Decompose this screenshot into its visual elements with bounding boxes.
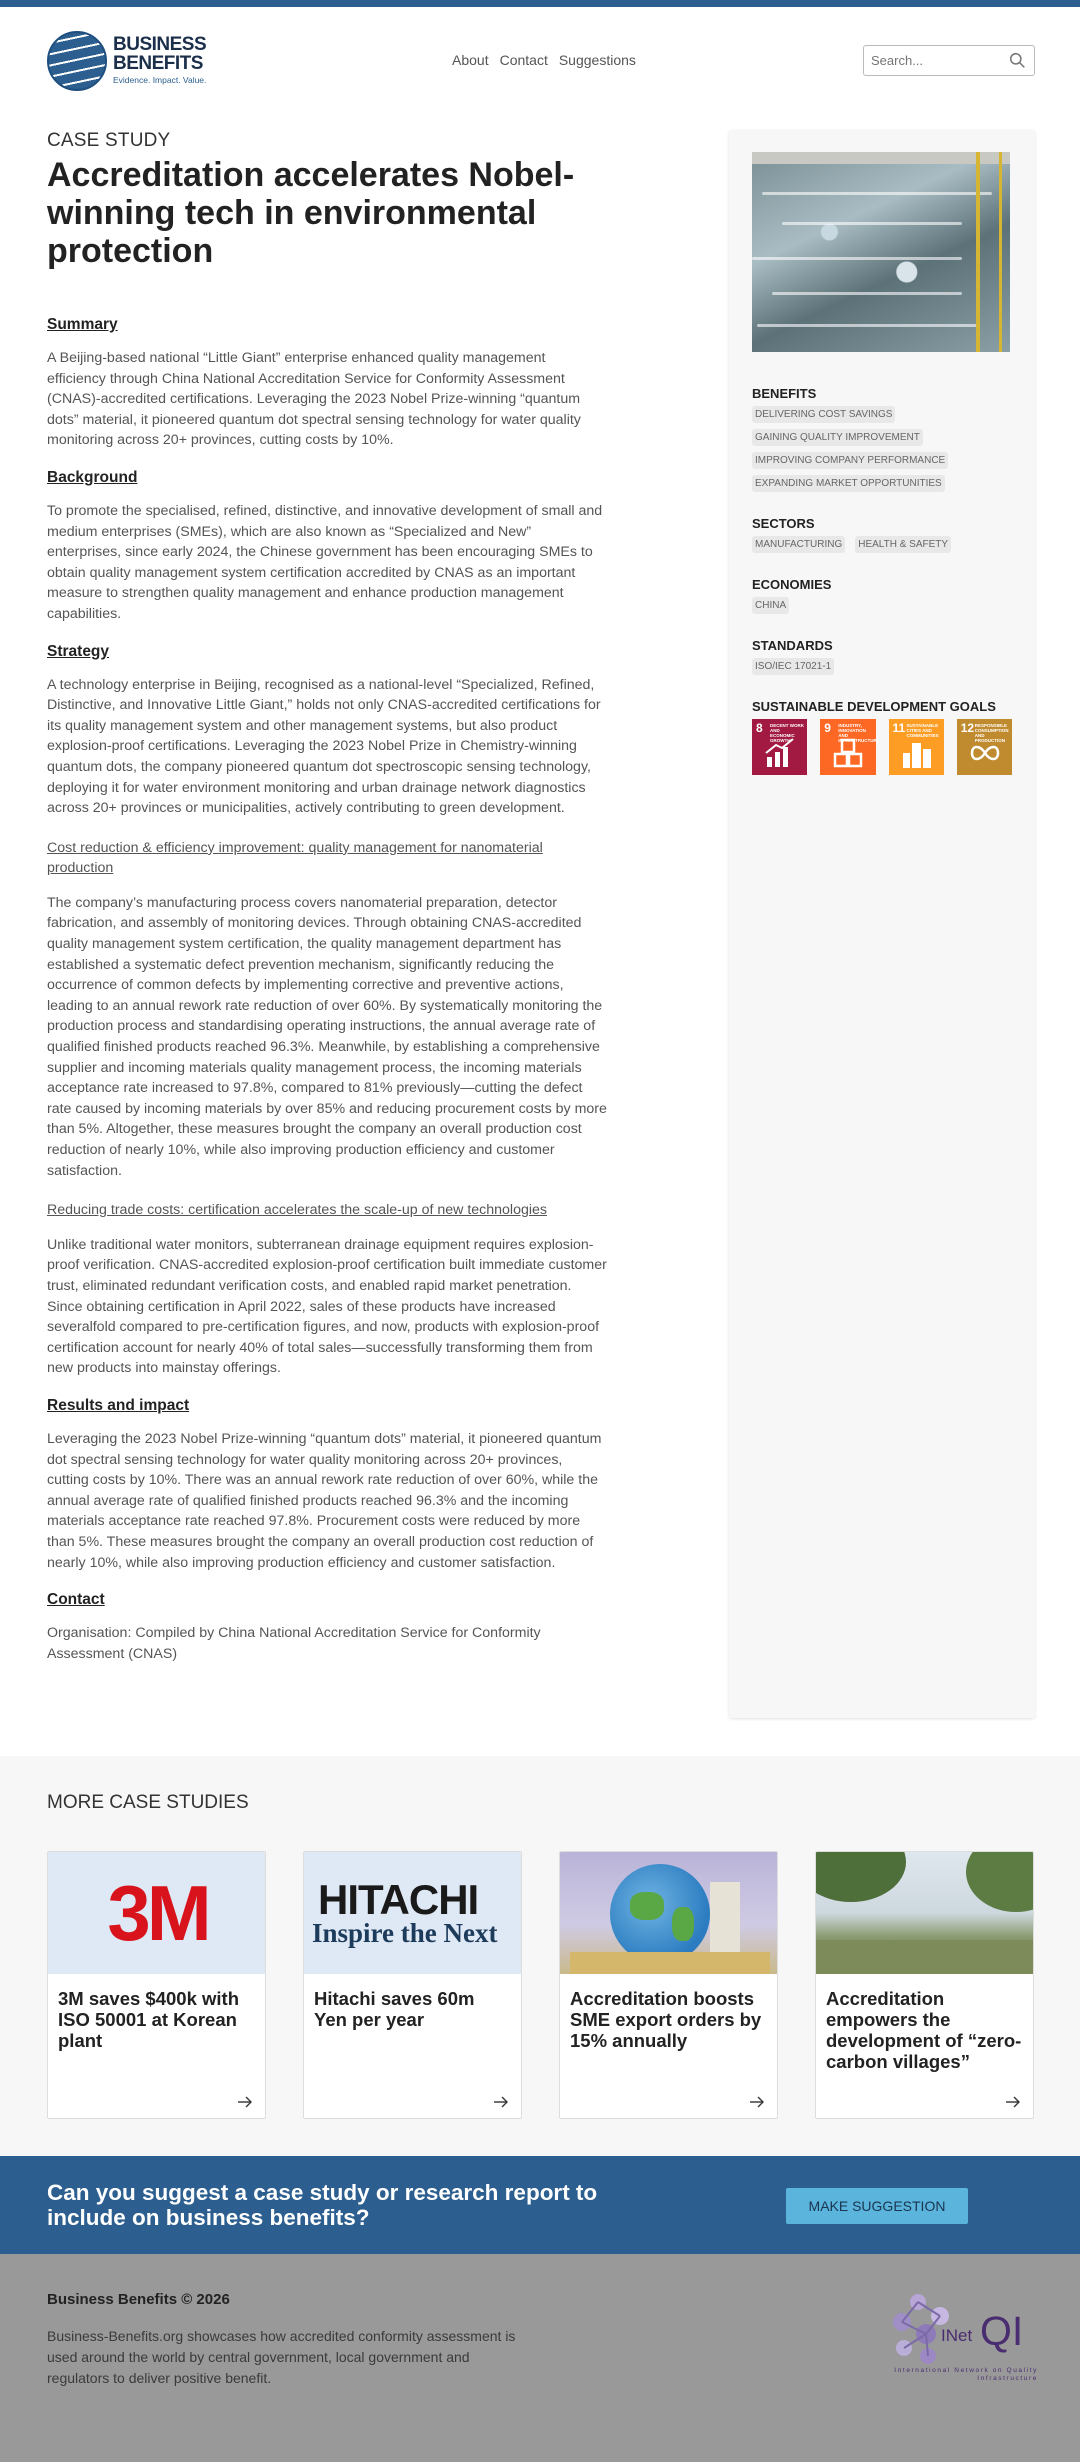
standards-tags [752,658,1012,675]
cost-reduction-text: The company’s manufacturing process covers nanomaterial preparation, detector fabrication, and assembly of monitoring devices. Through obtaining CNAS-accredited quality management system certification, the quality management department has established a systematic defect prevention mechanism, significantly reducing the occurrence of common defects by implementing corrective and preventive actions, leading to an annual rework rate reduction of over 60%. By systematically monitoring the production process and standardising operating instructions, the annual average rate of qualified finished products reached 96.3%. Meanwhile, by establishing a comprehensive supplier and incoming materials quality management process, the incoming materials acceptance rate increased to 97.8%, compared to 81% previously—cutting the defect rate caused by incoming materials by over 85% and reducing procurement costs by more than 5%. Altogether, these measures brought the company an overall production cost reduction of nearly 10%, while also improving production efficiency and customer satisfaction. [47,894,607,1179]
footer-description: Business-Benefits.org showcases how accredited conformity assessment is used around the world by central government, local government and regulators to deliver positive benefit. [47,2328,516,2386]
more-case-studies [0,1756,1080,2156]
economies-heading: ECONOMIES [752,577,832,592]
contact-text: Organisation: Compiled by China National Accreditation Service for Conformity Assessment (CNAS) [47,1625,541,1662]
article-eyebrow: CASE STUDY [47,130,171,151]
strategy-heading: Strategy [47,642,110,660]
sdg-11-badge[interactable]: 11 SUSTAINABLE CITIES AND COMMUNITIES [889,719,944,775]
benefit-tag[interactable]: GAINING QUALITY IMPROVEMENT [752,429,923,446]
sdg-heading: SUSTAINABLE DEVELOPMENT GOALS [752,699,996,714]
arrow-right-icon[interactable] [237,2096,253,2108]
logo-tagline: Evidence. Impact. Value. [113,75,207,85]
background-text: To promote the specialised, refined, distinctive, and innovative development of small and medium enterprises (SMEs), which are also known as “Specialized and New” enterprises, since early 2024, the Chinese government has been encouraging SMEs to obtain quality management system certification accredited by CNAS as an important measure to strengthen quality management and enhance production management capabilities. [47,502,603,622]
site-header [0,7,1080,125]
cost-reduction-subheading: Cost reduction & efficiency improvement: quality management for nanomaterial production [47,839,543,877]
nav-contact[interactable]: Contact [499,52,548,68]
site-footer [0,2254,1080,2462]
case-study-card[interactable] [303,1851,522,2119]
nav-suggestions[interactable]: Suggestions [558,52,636,68]
main-nav [452,52,636,68]
search-input[interactable] [864,46,994,75]
sectors-tags [752,536,1012,553]
sector-tag[interactable]: MANUFACTURING [752,536,845,553]
economy-tag[interactable]: CHINA [752,597,789,614]
contact-heading: Contact [47,1591,105,1609]
logo-text: BUSINESS BENEFITS [113,34,207,74]
water-treatment-image [752,152,1010,352]
card-title: Accreditation boosts SME export orders by 15% annually [570,1988,762,2051]
results-text: Leveraging the 2023 Nobel Prize-winning “quantum dots” material, it pioneered quantum dot spectral sensing technology for water quality monitoring across 20+ provinces, cutting costs by 10%. There was an annual rework rate reduction of over 60%, while the annual average rate of qualified finished products reached 96.3% and the incoming materials acceptance rate reached 97.8%. Procurement costs were reduced by more than 5%. These measures brought the company an overall production cost reduction of nearly 10%, while also improving production efficiency and customer satisfaction. [47,1430,602,1571]
sdg-12-badge[interactable]: 12 RESPONSIBLE CONSUMPTION AND PRODUCTION [957,719,1012,775]
case-study-card[interactable] [815,1851,1034,2119]
suggestion-banner [0,2156,1080,2254]
sectors-heading: SECTORS [752,516,815,531]
inetqi-logo[interactable] [884,2288,1038,2398]
benefits-tags [752,406,1012,492]
benefit-tag[interactable]: EXPANDING MARKET OPPORTUNITIES [752,475,945,492]
sdg-icons [752,719,1012,775]
arrow-right-icon[interactable] [493,2096,509,2108]
sector-tag[interactable]: HEALTH & SAFETY [855,536,951,553]
trade-costs-subheading: Reducing trade costs: certification accelerates the scale-up of new technologies [47,1202,547,1219]
suggestion-prompt: Can you suggest a case study or research report to include on business benefits? [47,2180,598,2230]
benefits-heading: BENEFITS [752,386,817,401]
card-title: Accreditation empowers the development of “zero-carbon villages” [826,1988,1022,2072]
growth-chart-icon [764,737,796,769]
more-case-studies-title: MORE CASE STUDIES [47,1792,249,1813]
sdg-9-badge[interactable]: 9 INDUSTRY, INNOVATION AND INFRASTRUCTURE [820,719,875,775]
village-landscape-image [816,1852,1034,1974]
summary-heading: Summary [47,316,118,333]
site-logo[interactable] [47,23,207,89]
infinity-icon [969,737,1001,769]
search-icon[interactable] [1009,52,1026,69]
globe-export-image [560,1852,778,1974]
footer-title: Business Benefits © 2026 [47,2291,230,2308]
top-accent-bar [0,0,1080,7]
economies-tags [752,597,1012,614]
standard-tag[interactable]: ISO/IEC 17021-1 [752,658,834,675]
cubes-icon [832,737,864,769]
article [47,130,607,1664]
case-study-card[interactable] [47,1851,266,2119]
background-heading: Background [47,468,138,486]
city-icon [901,737,933,769]
card-title: Hitachi saves 60m Yen per year [314,1988,475,2030]
inetqi-qi: QI [980,2308,1024,2354]
standards-heading: STANDARDS [752,638,833,653]
arrow-right-icon[interactable] [1005,2096,1021,2108]
globe-logo-icon [47,31,107,91]
trade-costs-text: Unlike traditional water monitors, subterranean drainage equipment requires explosion-proof verification. CNAS-accredited explosion-proof certification built immediate customer trust, eliminated redundant verification costs, and enabled rapid market penetration. Since obtaining certification in April 2022, sales of these products have increased severalfold compared to pre-certification figures, and now, products with explosion-proof certification account for nearly 40% of total sales—successfully transforming them from new products into mainstay offerings. [47,1236,607,1377]
benefit-tag[interactable]: IMPROVING COMPANY PERFORMANCE [752,452,948,469]
benefit-tag[interactable]: DELIVERING COST SAVINGS [752,406,895,423]
inetqi-subtitle: International Network on Quality Infrastructure [894,2367,1038,2382]
nav-about[interactable]: About [452,52,489,68]
summary-text: A Beijing-based national “Little Giant” enterprise enhanced quality management efficiency through China National Accreditation Service for Conformity Assessment (CNAS)-accredited certifications. Leveraging the 2023 Nobel Prize-winning “quantum dots” material, it pioneered quantum dot spectral sensing technology for water quality monitoring across 20+ provinces, cutting costs by 10%. [47,350,581,449]
sdg-8-badge[interactable]: 8 DECENT WORK AND ECONOMIC GROWTH [752,719,807,775]
make-suggestion-button[interactable]: MAKE SUGGESTION [786,2188,968,2224]
strategy-text: A technology enterprise in Beijing, recognised as a national-level “Specialized, Refined, Distinctive, and Innovative Little Giant,” holds not only CNAS-accredited certifications for its quality management system and other management systems, but also product explosion-proof certifications. Leveraging the 2023 Nobel Prize in Chemistry-winning quantum dots, the company pioneered quantum dot spectroscopic sensing technology, deploying it for water environment monitoring and urban drainage network diagnostics across 20+ provinces or municipalities, actively contributing to green development. [47,676,601,817]
article-title: Accreditation accelerates Nobel-winning tech in environmental protection [47,156,575,270]
card-title: 3M saves $400k with ISO 50001 at Korean plant [58,1988,239,2051]
hitachi-logo-image: HITACHI Inspire the Next [304,1852,522,1974]
search-box [863,45,1035,76]
article-sidebar [729,130,1035,1718]
3m-logo-image: 3M [48,1852,266,1974]
arrow-right-icon[interactable] [749,2096,765,2108]
inetqi-name: INet [941,2326,973,2345]
results-heading: Results and impact [47,1396,190,1414]
case-study-card[interactable] [559,1851,778,2119]
